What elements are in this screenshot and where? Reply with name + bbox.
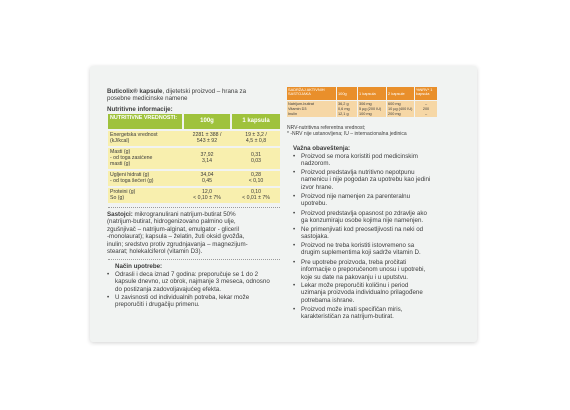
active-ingredients-table-body bbox=[287, 101, 437, 117]
nutrition-row-protein-salt: Proteini (g) So (g) 12,0 < 0,10 ± 7% 0,10 < 0,01 ± 7% bbox=[108, 188, 280, 203]
warning-bullet: • bbox=[293, 306, 296, 313]
header-100g: 100g bbox=[337, 87, 357, 100]
divider bbox=[108, 259, 280, 260]
warning-bullet: • bbox=[293, 153, 296, 160]
warning-bullet: • bbox=[293, 282, 296, 289]
header-2-capsules: 2 kapsule bbox=[387, 87, 414, 100]
ingredients: Sastojci: mikrogranulirani natrijum-butirat 50% (natrijum-butirat, hidrogenizovano palmino ulje, zgušnjivač – natrijum-alginat, emulgator - gliceril -monolaurat); kapsula – želatin, žuti oksid gvožđa, inulin; sredstvo protiv zgrudnjavanja – magnezijum- stearat; holekalciferol (vitamin D3). bbox=[107, 211, 248, 256]
warning-text: Lekar može preporučiti količinu i period uzimanja proizvoda individualno prilagođene potrebama ishrane. bbox=[301, 282, 423, 304]
nutrition-row-energy: Energetska vrednost (kJ/kcal) 2281 ± 388 / 543 ± 92 19 ± 3,2 / 4,5 ± 0,8 bbox=[108, 131, 280, 146]
cell-names: Natrijum-butirat Vitamin D3 Inulin bbox=[287, 101, 336, 117]
warning-bullet: • bbox=[293, 259, 296, 266]
divider bbox=[108, 207, 280, 208]
nrv-note: NRV-nutritivna referentna vrednost; * -NRV nije ustanovljena; IU – internacionalna jedinica bbox=[287, 125, 407, 137]
cell-2-capsules: 600 mg 10 µg (400 IU) 200 mg bbox=[388, 102, 413, 116]
header-100g: 100g bbox=[184, 114, 230, 129]
header-nutritive-values: NUTRITIVNE VREDNOSTI: bbox=[108, 114, 182, 129]
header-1-capsule: 1 kapsula bbox=[358, 87, 386, 100]
active-ingredients-table-header bbox=[287, 87, 437, 100]
cell-1-capsule: 306 mg 5 µg (200 IU) 100 mg bbox=[358, 101, 386, 117]
warning-text: Proizvod nije namenjen za parenteralnu upotrebu. bbox=[301, 193, 411, 208]
cell-nrv: – 200 – bbox=[415, 101, 437, 117]
warning-text: Proizvod se mora koristiti pod medicinskim nadzorom. bbox=[301, 153, 418, 168]
warning-bullet: • bbox=[293, 210, 296, 217]
header-nrv: %NRV* 1 kapsula bbox=[415, 87, 437, 100]
warning-bullet: • bbox=[293, 193, 296, 200]
warning-text: Proizvod predstavlja nutritivno nepotpunu namenicu i nije pogodan za upotrebu kao jedini izvor hrane. bbox=[301, 169, 431, 191]
warning-text: Proizvod predstavlja opasnost po zdravlje ako ga konzumiraju osobe kojima nije namenjen. bbox=[301, 210, 427, 225]
usage-bullet: • bbox=[107, 294, 110, 301]
usage-bullet: • bbox=[107, 271, 110, 278]
warning-text: Proizvod ne treba koristiti istovremeno sa drugim suplementima koji sadrže vitamin D. bbox=[301, 242, 421, 257]
product-title: Buticolix® kapsule, dijetetski proizvod – hrana za posebne medicinske namene bbox=[107, 88, 247, 103]
nutrition-row-carbs: Ugljeni hidrati (g) - od toga šećeri (g) 34,04 0,45 0,28 < 0,10 bbox=[108, 171, 280, 186]
warnings-title: Važna obaveštenja: bbox=[293, 145, 351, 152]
usage-text: Odrasli i deca iznad 7 godina: preporučuje se 1 do 2 kapsule dnevno, uz obrok, najmanje 3 meseca, odnosno do postizanja zadovoljavajućeg efekta. bbox=[115, 271, 270, 293]
warning-text: Pre upotrebe proizvoda, treba pročitati informacije o preporučenom unosu i upotrebi, koje su date na pakovanju i u uputstvu. bbox=[301, 259, 426, 281]
header-1-capsule: 1 kapsula bbox=[232, 114, 280, 129]
warning-bullet: • bbox=[293, 169, 296, 176]
warning-text: Proizvod može imati specifičan miris, karakterističan za natrijum-butirat. bbox=[301, 306, 403, 321]
warning-text: Ne primenjivati kod preosetljivosti na neki od sastojaka. bbox=[301, 226, 424, 241]
header-active-content: SADRŽAJ AKTIVNIH SASTOJAKA bbox=[287, 87, 336, 100]
usage-title: Način upotrebe: bbox=[115, 263, 163, 270]
usage-text: U zavisnosti od individualnih potreba, lekar može preporučiti i drugačiju primenu. bbox=[115, 294, 250, 309]
nutrition-table-header bbox=[108, 114, 280, 129]
warning-bullet: • bbox=[293, 242, 296, 249]
nutrition-row-fat: Masti (g) - od toga zasićene masti (g) 37,92 3,14 0,31 0,03 bbox=[108, 148, 280, 169]
warning-bullet: • bbox=[293, 226, 296, 233]
cell-100g: 36,2 g 0,6 mg 12,1 g bbox=[337, 101, 357, 117]
nutrition-title: Nutritivne informacije: bbox=[107, 106, 173, 113]
